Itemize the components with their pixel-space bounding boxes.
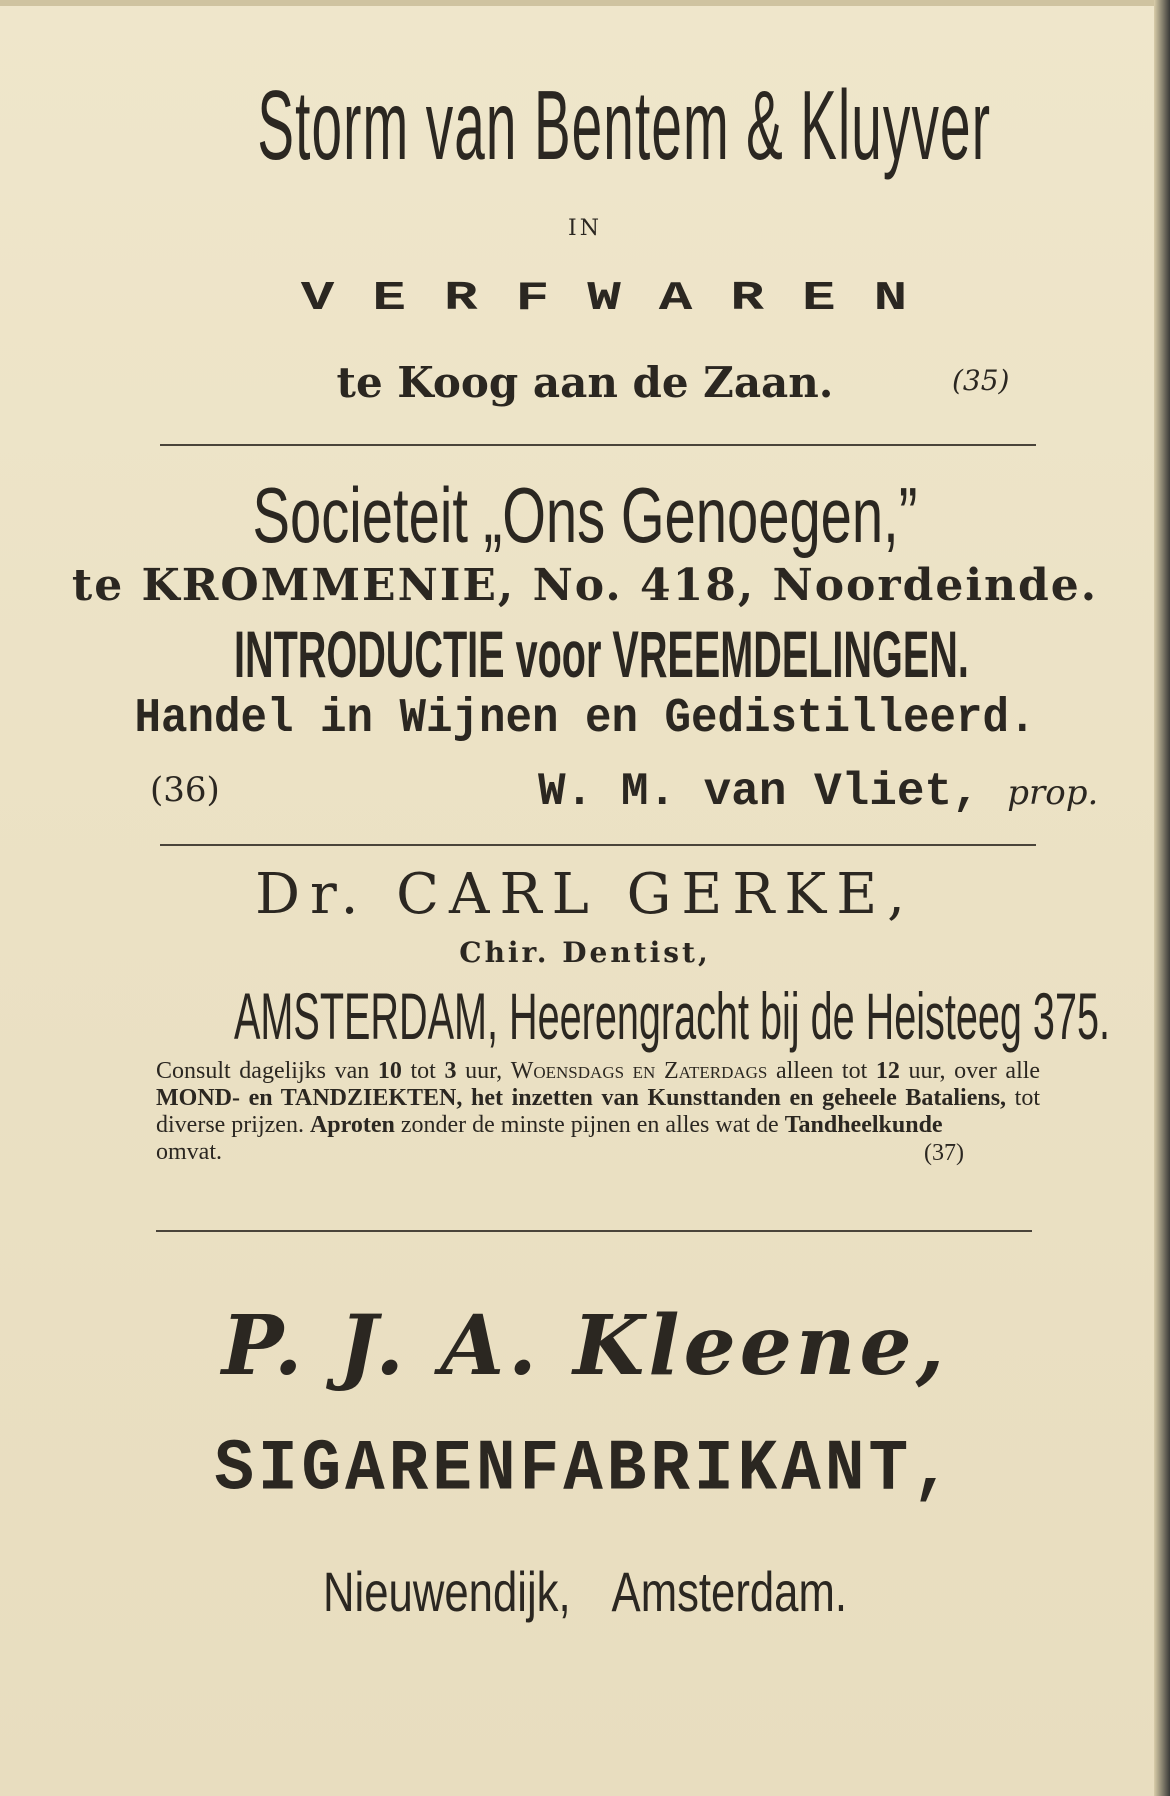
ad3-text-1: Consult dagelijks van: [156, 1058, 370, 1084]
ad3-address: AMSTERDAM, Heerengracht bij de Heisteeg 375.: [234, 979, 1110, 1053]
ad3-bold-2: Aproten: [309, 1112, 395, 1138]
ad1-number: (35): [952, 364, 1010, 397]
ad2-trade: Handel in Wijnen en Gedistilleerd.: [134, 692, 1036, 746]
ad2-introduction: INTRODUCTIE voor VREEMDELINGEN.: [234, 617, 969, 691]
divider-2: [160, 844, 1036, 846]
ad3-days: Woensdags en Zaterdags: [510, 1058, 768, 1084]
ad4-address: [129, 1560, 1042, 1624]
ad1-location-line: [0, 358, 1170, 407]
ad3-bold-3: Tandheelkunde: [784, 1112, 943, 1138]
ad3-description: [156, 1058, 1040, 1166]
divider-1: [160, 444, 1036, 446]
ad3-text-2: tot: [410, 1058, 436, 1084]
ad2-title: Societeit „Ons Genoegen,”: [252, 471, 918, 559]
ad3-number: (37): [924, 1140, 964, 1166]
ad3-hour-3: 12: [875, 1058, 900, 1084]
ad4-trade: SIGARENFABRIKANT,: [214, 1428, 956, 1511]
ad3-hour-1: 10: [377, 1058, 402, 1084]
ad3-text-6: tot diverse prijzen.: [156, 1085, 1041, 1138]
ad2-owner-name: W. M. van Vliet,: [538, 766, 980, 818]
ad1-company-name: Storm van Bentem & Kluyver: [257, 70, 992, 180]
ad4-city: Amsterdam.: [611, 1560, 848, 1623]
ad3-bold-1: MOND- en TANDZIEKTEN, het inzetten van Kunsttanden en geheele Bataliens,: [156, 1085, 1007, 1111]
ad1-location: te Koog aan de Zaan.: [336, 358, 834, 407]
divider-3: [156, 1230, 1032, 1232]
ad3-text-4: alleen tot: [776, 1058, 868, 1084]
ad4-street: Nieuwendijk,: [322, 1560, 571, 1623]
ad4-name: P. J. A. Kleene,: [221, 1298, 949, 1394]
ad2-owner: [538, 766, 1098, 818]
ad3-text-8: omvat.: [156, 1139, 222, 1165]
ad3-title: Chir. Dentist,: [459, 936, 711, 969]
page-top-edge: [0, 0, 1170, 6]
ad3-text-7: zonder de minste pijnen en alles wat de: [400, 1112, 779, 1138]
ad1-trade: VERFWAREN: [300, 274, 946, 322]
ad3-hour-2: 3: [444, 1058, 457, 1084]
ad3-name: Dr. CARL GERKE,: [255, 862, 915, 927]
ad3-text-5: uur, over alle: [908, 1058, 1041, 1084]
ad2-number: (36): [150, 770, 220, 810]
ad3-text-3: uur,: [465, 1058, 503, 1084]
ad1-in-label: IN: [568, 216, 602, 241]
ad2-owner-suffix: prop.: [1007, 773, 1099, 813]
ad2-address: te KROMMENIE, No. 418, Noordeinde.: [71, 560, 1099, 611]
